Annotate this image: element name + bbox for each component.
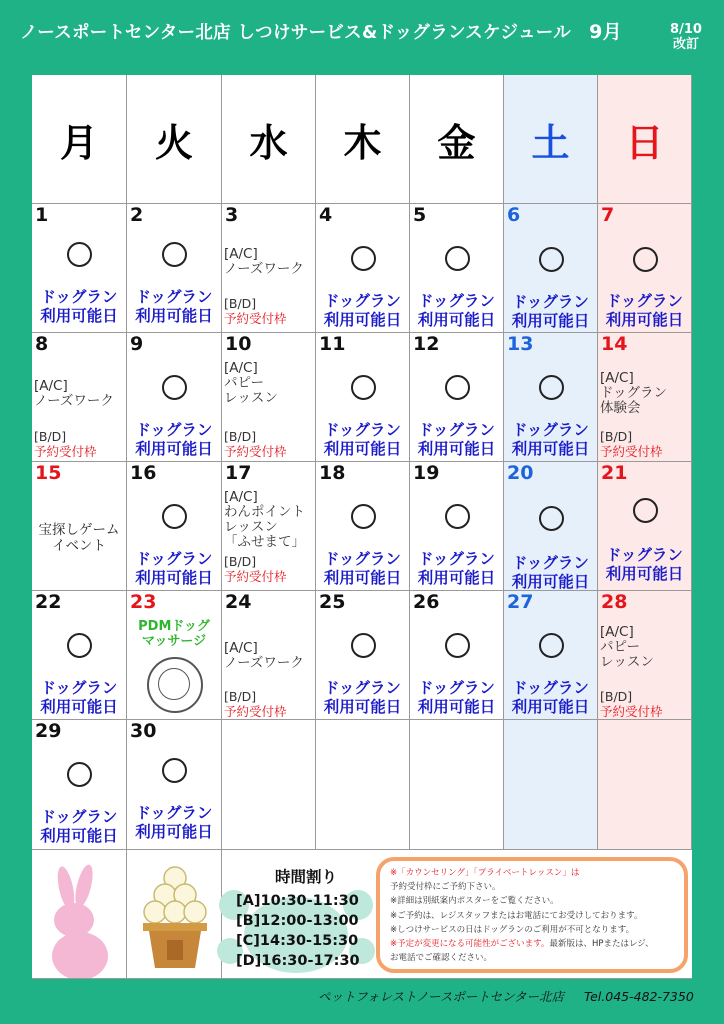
day-cell-23 bbox=[127, 591, 222, 720]
day-number: 9 bbox=[130, 333, 144, 355]
weekday-friday: 金 bbox=[410, 75, 504, 204]
day-cell-21 bbox=[598, 462, 692, 591]
dogrun-label: ドッグラン 利用可能日 bbox=[417, 679, 496, 716]
time-slot-a: [A]10:30-11:30 bbox=[236, 893, 359, 909]
dogrun-label: ドッグラン 利用可能日 bbox=[40, 679, 118, 716]
available-circle-icon bbox=[445, 375, 470, 400]
dogrun-label: ドッグラン 利用可能日 bbox=[40, 808, 118, 845]
available-circle-icon bbox=[162, 375, 187, 400]
day-number: 18 bbox=[319, 462, 346, 484]
dogrun-label: ドッグラン 利用可能日 bbox=[135, 550, 213, 587]
available-circle-icon bbox=[162, 758, 187, 783]
day-cell-10 bbox=[222, 333, 316, 462]
bd-slot: [B/D] 予約受付枠 bbox=[224, 554, 287, 584]
empty-cell bbox=[410, 720, 504, 850]
day-cell-16 bbox=[127, 462, 222, 591]
day-number: 22 bbox=[35, 591, 62, 613]
calendar-grid bbox=[32, 75, 692, 979]
day-cell-6 bbox=[504, 204, 598, 333]
dogrun-label: ドッグラン 利用可能日 bbox=[323, 421, 402, 458]
dogrun-label: ドッグラン 利用可能日 bbox=[511, 421, 590, 458]
day-cell-18 bbox=[316, 462, 410, 591]
weekday-monday: 月 bbox=[32, 75, 127, 204]
dog-massage-logo-icon bbox=[147, 657, 203, 713]
time-schedule-heading: 時間割り bbox=[274, 868, 337, 886]
bd-slot: [B/D] 予約受付枠 bbox=[34, 429, 97, 459]
empty-cell bbox=[504, 720, 598, 850]
revision-note bbox=[658, 22, 714, 52]
day-number: 24 bbox=[225, 591, 252, 613]
bd-slot: [B/D] 予約受付枠 bbox=[600, 429, 663, 459]
day-number: 2 bbox=[130, 204, 144, 226]
dogrun-label: ドッグラン 利用可能日 bbox=[605, 546, 684, 583]
available-circle-icon bbox=[539, 375, 564, 400]
available-circle-icon bbox=[539, 633, 564, 658]
day-cell-17 bbox=[222, 462, 316, 591]
ac-slot: [A/C] ノーズワーク bbox=[224, 246, 304, 277]
day-number: 7 bbox=[601, 204, 615, 226]
ac-slot: [A/C] ノーズワーク bbox=[34, 378, 114, 409]
pdm-massage-label: PDMドッグ マッサージ bbox=[138, 619, 210, 649]
day-number: 25 bbox=[319, 591, 346, 613]
day-cell-24 bbox=[222, 591, 316, 720]
available-circle-icon bbox=[633, 498, 658, 523]
note-line: ※しつけサービスの日はドッグランのご利用が不可となります。 bbox=[390, 924, 635, 935]
available-circle-icon bbox=[633, 247, 658, 272]
day-number: 26 bbox=[413, 591, 440, 613]
ac-slot: [A/C] パピー レッスン bbox=[600, 624, 654, 670]
day-number: 29 bbox=[35, 720, 62, 742]
dogrun-label: ドッグラン 利用可能日 bbox=[605, 292, 684, 329]
dog-face-icon bbox=[158, 668, 190, 700]
dogrun-label: ドッグラン 利用可能日 bbox=[417, 292, 496, 329]
day-number: 20 bbox=[507, 462, 534, 484]
day-number: 11 bbox=[319, 333, 346, 355]
day-cell-1 bbox=[32, 204, 127, 333]
day-number: 28 bbox=[601, 591, 628, 613]
day-number: 30 bbox=[130, 720, 157, 742]
day-cell-19 bbox=[410, 462, 504, 591]
available-circle-icon bbox=[67, 633, 92, 658]
ac-slot: [A/C] パピー レッスン bbox=[224, 360, 278, 406]
note-line: お電話でご確認ください。 bbox=[390, 953, 493, 964]
day-cell-26 bbox=[410, 591, 504, 720]
day-number: 13 bbox=[507, 333, 534, 355]
dogrun-label: ドッグラン 利用可能日 bbox=[511, 554, 590, 591]
bd-slot: [B/D] 予約受付枠 bbox=[224, 296, 287, 326]
dogrun-label: ドッグラン 利用可能日 bbox=[417, 550, 496, 587]
day-number: 27 bbox=[507, 591, 534, 613]
revision-label: 改訂 bbox=[672, 37, 699, 52]
weekday-sunday: 日 bbox=[598, 75, 692, 204]
ac-slot: [A/C] ノーズワーク bbox=[224, 640, 304, 671]
day-cell-5 bbox=[410, 204, 504, 333]
dogrun-label: ドッグラン 利用可能日 bbox=[323, 550, 402, 587]
bd-slot: [B/D] 予約受付枠 bbox=[224, 429, 287, 459]
weekday-tuesday: 火 bbox=[127, 75, 222, 204]
day-cell-13 bbox=[504, 333, 598, 462]
day-number: 17 bbox=[225, 462, 252, 484]
title-month: 9月 bbox=[589, 21, 622, 43]
note-line: ※ご予約は、レジスタッフまたはお電話にてお受けしております。 bbox=[390, 910, 643, 921]
day-number: 5 bbox=[413, 204, 427, 226]
note-line: ※「カウンセリング」「プライベートレッスン」は bbox=[390, 868, 580, 878]
note-line: ※予定が変更になる可能性がございます。最新版は、HPまたはレジ、 bbox=[390, 939, 654, 950]
day-number: 23 bbox=[130, 591, 157, 613]
day-number: 3 bbox=[225, 204, 239, 226]
day-cell-12 bbox=[410, 333, 504, 462]
revision-date: 8/10 bbox=[670, 22, 702, 37]
available-circle-icon bbox=[67, 242, 92, 267]
notes-box bbox=[376, 857, 688, 973]
day-cell-29 bbox=[32, 720, 127, 850]
time-slot-b: [B]12:00-13:00 bbox=[236, 913, 359, 929]
available-circle-icon bbox=[351, 246, 376, 271]
available-circle-icon bbox=[445, 504, 470, 529]
footer bbox=[318, 987, 718, 1005]
weekday-wednesday: 水 bbox=[222, 75, 316, 204]
time-schedule bbox=[236, 865, 376, 971]
available-circle-icon bbox=[351, 504, 376, 529]
dogrun-label: ドッグラン 利用可能日 bbox=[135, 421, 213, 458]
dango-cell bbox=[127, 850, 222, 979]
available-circle-icon bbox=[351, 633, 376, 658]
day-cell-28 bbox=[598, 591, 692, 720]
bd-slot: [B/D] 予約受付枠 bbox=[600, 689, 663, 719]
day-cell-27 bbox=[504, 591, 598, 720]
available-circle-icon bbox=[445, 246, 470, 271]
available-circle-icon bbox=[162, 242, 187, 267]
note-line: 予約受付枠にご予約下さい。 bbox=[390, 882, 501, 893]
available-circle-icon bbox=[539, 506, 564, 531]
day-number: 15 bbox=[35, 462, 62, 484]
dogrun-label: ドッグラン 利用可能日 bbox=[323, 679, 402, 716]
day-cell-14 bbox=[598, 333, 692, 462]
page-title bbox=[20, 16, 660, 48]
dogrun-label: ドッグラン 利用可能日 bbox=[417, 421, 496, 458]
time-slot-c: [C]14:30-15:30 bbox=[236, 933, 359, 949]
day-cell-25 bbox=[316, 591, 410, 720]
empty-cell bbox=[316, 720, 410, 850]
day-cell-9 bbox=[127, 333, 222, 462]
bd-slot: [B/D] 予約受付枠 bbox=[224, 689, 287, 719]
dogrun-label: ドッグラン 利用可能日 bbox=[135, 804, 213, 841]
day-cell-2 bbox=[127, 204, 222, 333]
available-circle-icon bbox=[445, 633, 470, 658]
day-cell-7 bbox=[598, 204, 692, 333]
available-circle-icon bbox=[539, 247, 564, 272]
day-cell-3 bbox=[222, 204, 316, 333]
store-name: ペットフォレストノースポートセンター北店 bbox=[318, 989, 565, 1004]
day-cell-15 bbox=[32, 462, 127, 591]
event-label: 宝探しゲーム イベント bbox=[38, 522, 120, 554]
rabbit-icon bbox=[32, 850, 127, 979]
ac-slot: [A/C] わんポイント レッスン 「ふせまて」 bbox=[224, 489, 305, 550]
day-number: 8 bbox=[35, 333, 49, 355]
day-number: 1 bbox=[35, 204, 49, 226]
ac-slot: [A/C] ドッグラン 体験会 bbox=[600, 370, 667, 416]
empty-cell bbox=[222, 720, 316, 850]
day-cell-22 bbox=[32, 591, 127, 720]
dogrun-label: ドッグラン 利用可能日 bbox=[323, 292, 402, 329]
day-number: 6 bbox=[507, 204, 521, 226]
tsukimi-dango-icon bbox=[127, 850, 222, 979]
day-number: 16 bbox=[130, 462, 157, 484]
weekday-saturday: 土 bbox=[504, 75, 598, 204]
note-line: ※詳細は別紙案内ポスターをご覧ください。 bbox=[390, 896, 559, 907]
title-text: ノースポートセンター北店 しつけサービス&ドッグランスケジュール bbox=[20, 23, 572, 43]
day-cell-11 bbox=[316, 333, 410, 462]
available-circle-icon bbox=[351, 375, 376, 400]
empty-cell bbox=[598, 720, 692, 850]
day-number: 21 bbox=[601, 462, 628, 484]
day-cell-30 bbox=[127, 720, 222, 850]
available-circle-icon bbox=[67, 762, 92, 787]
dogrun-label: ドッグラン 利用可能日 bbox=[511, 293, 590, 330]
available-circle-icon bbox=[162, 504, 187, 529]
weekday-thursday: 木 bbox=[316, 75, 410, 204]
dogrun-label: ドッグラン 利用可能日 bbox=[40, 288, 118, 325]
day-cell-4 bbox=[316, 204, 410, 333]
dogrun-label: ドッグラン 利用可能日 bbox=[135, 288, 213, 325]
day-cell-8 bbox=[32, 333, 127, 462]
phone-number: Tel.045-482-7350 bbox=[584, 989, 694, 1004]
day-number: 4 bbox=[319, 204, 333, 226]
dogrun-label: ドッグラン 利用可能日 bbox=[511, 679, 590, 716]
day-number: 14 bbox=[601, 333, 628, 355]
time-slot-d: [D]16:30-17:30 bbox=[236, 953, 360, 969]
day-number: 12 bbox=[413, 333, 440, 355]
day-cell-20 bbox=[504, 462, 598, 591]
rabbit-cell bbox=[32, 850, 127, 979]
day-number: 19 bbox=[413, 462, 440, 484]
day-number: 10 bbox=[225, 333, 252, 355]
